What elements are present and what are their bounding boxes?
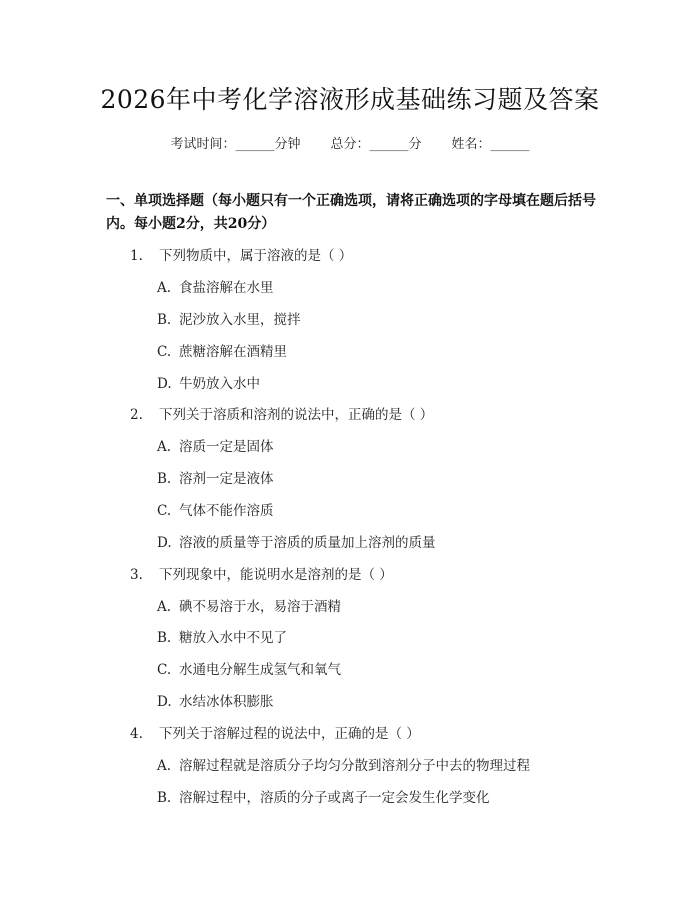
question-1-option-b (157, 308, 301, 328)
question-2-option-c (157, 499, 274, 519)
question-text: 下列关于溶解过程的说法中，正确的是（ ） (159, 726, 420, 742)
question-3 (130, 563, 393, 583)
student-name-field: 姓名：______ (451, 137, 530, 152)
question-3-option-a (157, 595, 341, 615)
question-3-option-d (157, 690, 274, 710)
section-heading: 一、单项选择题（每小题只有一个正确选项，请将正确选项的字母填在题后括号内。每小题2分，共20分） (106, 193, 596, 232)
option-text: 蔗糖溶解在酒精里 (179, 344, 287, 360)
option-letter: A. (157, 280, 172, 296)
option-text: 气体不能作溶质 (179, 503, 274, 519)
option-letter: A. (157, 758, 172, 774)
option-letter: A. (157, 599, 172, 615)
option-letter: B. (157, 790, 172, 806)
option-letter: B. (157, 312, 172, 328)
question-number: 1. (130, 248, 143, 264)
question-1-option-c (157, 340, 287, 360)
option-text: 溶质一定是固体 (179, 439, 274, 455)
exam-time-field: 考试时间：______分钟 (170, 137, 301, 152)
question-4-option-b (157, 786, 490, 806)
option-text: 溶剂一定是液体 (179, 471, 274, 487)
option-text: 水结冰体积膨胀 (179, 694, 274, 710)
question-number: 4. (130, 726, 143, 742)
option-text: 溶解过程就是溶质分子均匀分散到溶剂分子中去的物理过程 (179, 758, 530, 774)
option-letter: C. (157, 344, 172, 360)
question-number: 3. (130, 567, 143, 583)
question-4-option-a (157, 754, 530, 774)
option-text: 水通电分解生成氢气和氧气 (179, 662, 341, 678)
option-letter: D. (157, 535, 172, 551)
question-1-option-d (157, 372, 260, 392)
question-text: 下列现象中，能说明水是溶剂的是（ ） (159, 567, 393, 583)
option-text: 泥沙放入水里，搅拌 (179, 312, 301, 328)
option-letter: D. (157, 376, 172, 392)
option-text: 牛奶放入水中 (179, 376, 260, 392)
question-1-option-a (157, 276, 274, 296)
question-text: 下列物质中，属于溶液的是（ ） (159, 248, 353, 264)
question-3-option-b (157, 626, 287, 646)
option-text: 糖放入水中不见了 (179, 630, 287, 646)
option-letter: C. (157, 503, 172, 519)
total-score-field: 总分：______分 (330, 137, 422, 152)
option-letter: A. (157, 439, 172, 455)
question-1 (130, 244, 352, 264)
question-3-option-c (157, 658, 341, 678)
option-text: 食盐溶解在水里 (179, 280, 274, 296)
option-letter: C. (157, 662, 172, 678)
option-letter: B. (157, 630, 172, 646)
option-letter: D. (157, 694, 172, 710)
page-title: 2026年中考化学溶液形成基础练习题及答案 (100, 85, 600, 114)
question-2 (130, 403, 433, 423)
question-2-option-d (157, 531, 436, 551)
option-text: 碘不易溶于水，易溶于酒精 (179, 599, 341, 615)
question-text: 下列关于溶质和溶剂的说法中，正确的是（ ） (159, 407, 434, 423)
option-letter: B. (157, 471, 172, 487)
question-number: 2. (130, 407, 143, 423)
question-2-option-b (157, 467, 274, 487)
question-2-option-a (157, 435, 274, 455)
exam-meta (0, 133, 700, 152)
option-text: 溶解过程中，溶质的分子或离子一定会发生化学变化 (179, 790, 490, 806)
question-4 (130, 722, 420, 742)
option-text: 溶液的质量等于溶质的质量加上溶剂的质量 (179, 535, 436, 551)
